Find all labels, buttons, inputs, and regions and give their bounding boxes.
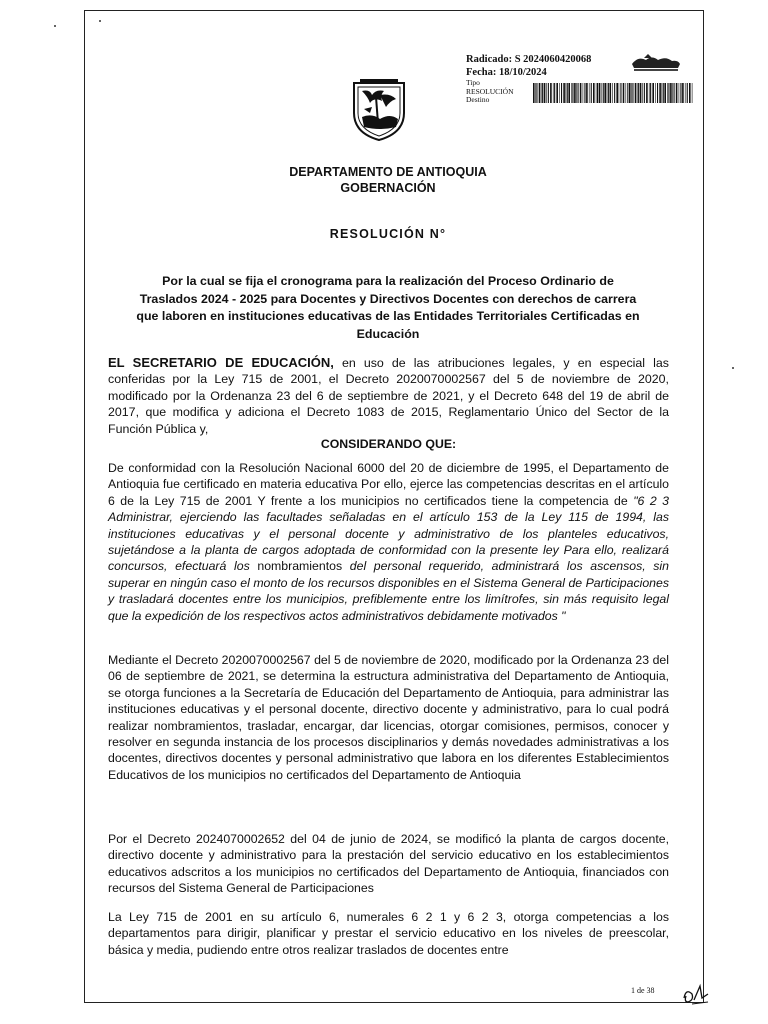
barcode-bar [663,83,664,103]
resolution-title [100,273,676,343]
barcode-bar [637,83,638,103]
barcode-bar [680,83,681,103]
quote-plain: nombramientos [257,559,343,574]
quote-part-a: "6 2 3 Administrar, ejerciendo las facultades señaladas en el artículo 153 de la Ley 115 de 1994, las instituciones educativas y el personal docente y administrativo de los planteles educativos, sujetándose a la planta de cargos adoptada de conformidad con la presente ley Para ello, realizará concursos, efectuará los [108,493,669,574]
barcode-bar [561,83,562,103]
page-number: 1 de 38 [631,986,655,995]
paragraph-1 [108,460,669,624]
barcode-bar [546,83,547,103]
office-name: GOBERNACIÓN [340,181,436,195]
barcode-bar [626,83,627,103]
barcode-bar [657,83,658,103]
radicado-date: Fecha: 18/10/2024 [466,67,547,78]
barcode-bar [604,83,606,103]
barcode-bar [597,83,598,103]
initials-mark [680,980,710,1006]
barcode-bar [550,83,552,103]
destino-label: Destino [466,95,490,104]
barcode-bar [670,83,672,103]
title-line: Educación [356,326,420,341]
barcode-bar [535,83,536,103]
barcode-bar [553,83,554,103]
barcode-bar [640,83,642,103]
barcode-bar [692,83,693,103]
considerando-heading: CONSIDERANDO QUE: [320,437,457,451]
barcode-bar [655,83,656,103]
barcode-bar [629,83,631,103]
barcode-bar [593,83,595,103]
barcode-bar [672,83,673,103]
barcode-bar [563,83,565,103]
barcode-bar [676,83,678,103]
barcode-bar [631,83,632,103]
barcode-bar [679,83,680,103]
barcode-bar [644,83,645,103]
barcode-bar [607,83,608,103]
barcode-bar [614,83,615,103]
barcode-bar [596,83,597,103]
barcode-bar [580,83,582,103]
paragraph-2: Mediante el Decreto 2020070002567 del 5 de noviembre de 2020, modificado por la Ordenanza 23 del 06 de septiembre de 2021, se determina la estructura administrativa del Departamento de Antioquia, se otorga funciones a la Secretaría de Educación del Departamento de Antioquia, para administrar las instituciones educativas y el personal docente, directivo docente y administrativo, para lo cual podrá realizar nombramientos, trasladar, encargar, dar licencias, otorgar comisiones, permisos, conocer y resolver en segunda instancia de los procesos disciplinarios y demás novedades administrativas a los docentes, directivos docentes y personal administrativo que labora en los diferentes Establecimientos Educativos de los municipios no certificados del Departamento de Antioquia [108,653,669,782]
stamp-logo [628,52,682,74]
barcode-bar [559,83,560,103]
scan-speck [54,25,56,27]
paragraph-3: Por el Decreto 2024070002652 del 04 de junio de 2024, se modificó la planta de cargos docente, directivo docente y administrativo para la prestación del servicio educativo en los establecimientos educativos adscritos a los municipios no certificados del Departamento de Antioquia, financiados con recursos del Sistema General de Participaciones [108,832,669,896]
barcode-bar [576,83,577,103]
barcode-bar [674,83,675,103]
department-heading [100,164,676,196]
barcode-bar [646,83,648,103]
department-name: DEPARTAMENTO DE ANTIOQUIA [289,165,487,179]
barcode-bar [541,83,542,103]
barcode-bar [589,83,590,103]
barcode-bar [650,83,651,103]
secretary-title: EL SECRETARIO DE EDUCACIÓN, [108,355,334,370]
barcode-bar [578,83,579,103]
barcode-bar [635,83,637,103]
resolution-number-label: RESOLUCIÓN N° [329,227,447,241]
barcode-bar [652,83,654,103]
barcode-bar [554,83,555,103]
barcode-bar [619,83,620,103]
barcode-bar [572,83,573,103]
barcode-bar [682,83,684,103]
barcode-bar [533,83,535,103]
tipo-label: Tipo [466,78,480,87]
barcode-bar [632,83,633,103]
barcode-bar [642,83,643,103]
barcode-bar [620,83,621,103]
barcode-bar [591,83,592,103]
barcode-bar [583,83,584,103]
barcode-bar [539,83,541,103]
scan-speck [732,367,734,369]
barcode-bar [584,83,585,103]
barcode-bar [599,83,601,103]
barcode-bar [667,83,668,103]
barcode-bar [664,83,666,103]
barcode-bar [668,83,669,103]
barcode-bar [608,83,609,103]
barcode-bar [548,83,549,103]
barcode-bar [568,83,570,103]
barcode-bar [610,83,612,103]
barcode-bar [567,83,568,103]
barcode-bar [542,83,543,103]
barcode-bar [574,83,576,103]
preamble-paragraph [108,355,669,437]
barcode-bar [687,83,688,103]
barcode [533,83,694,103]
antioquia-crest [350,77,408,143]
title-line: que laboren en instituciones educativas de las Entidades Territoriales Certificadas en [136,309,640,323]
title-line: Traslados 2024 - 2025 para Docentes y Directivos Docentes con derechos de carrera [139,291,637,306]
barcode-bar [566,83,567,103]
paragraph-4: La Ley 715 de 2001 en su artículo 6, numerales 6 2 1 y 6 2 3, otorga competencias a los departamentos para dirigir, planificar y prestar el servicio educativo en los niveles de preescolar, básica y media, pudiendo entre otros realizar traslados de docentes entre [108,910,669,957]
barcode-bar [544,83,546,103]
barcode-bar [685,83,686,103]
preamble-text: en uso de las atribuciones legales, y en especial las conferidas por la Ley 715 de 2001, el Decreto 2020070002567 del 5 de noviembre de 2020, modificado por la Ordenanza 23 del 6 de septiembre de 2021, y el Decreto 648 del 19 de abril de 2017, que modifica y adiciona el Decreto 1083 de 2015, Reglamentario Único del Sector de la Función Pública y, [108,356,669,436]
title-line: Por la cual se fija el cronograma para la realización del Proceso Ordinario de [162,274,614,288]
paragraph-1-intro: De conformidad con la Resolución Nacional 6000 del 20 de diciembre de 1995, el Departamento de Antioquia fue certificado en materia educativa Por ello, ejerce las competencias descritas en el artículo 6 de la Ley 715 de 2001 Y frente a los municipios no certificados tiene la competencia de [108,461,669,508]
quote-part-b: del personal requerido, administrará los ascensos, sin superar en ningún caso el monto de los recursos disponibles en el Sistema General de Participaciones y trasladará docentes entre los municipios, prefiblemente entre los limítrofes, sin más requisito legal que la expedición de los respectivos actos administrativos debidamente motivados " [108,559,669,623]
barcode-bar [603,83,604,103]
barcode-bar [659,83,661,103]
barcode-bar [649,83,650,103]
barcode-bar [556,83,558,103]
barcode-bar [689,83,691,103]
barcode-bar [612,83,613,103]
barcode-bar [536,83,537,103]
barcode-bar [601,83,602,103]
barcode-bar [627,83,628,103]
barcode-bar [662,83,663,103]
radicado-number: Radicado: S 2024060420068 [466,54,592,65]
barcode-bar [586,83,588,103]
barcode-bar [616,83,618,103]
barcode-bar [638,83,639,103]
barcode-bar [623,83,625,103]
barcode-bar [571,83,572,103]
tipo-value: RESOLUCIÓN [466,86,514,96]
